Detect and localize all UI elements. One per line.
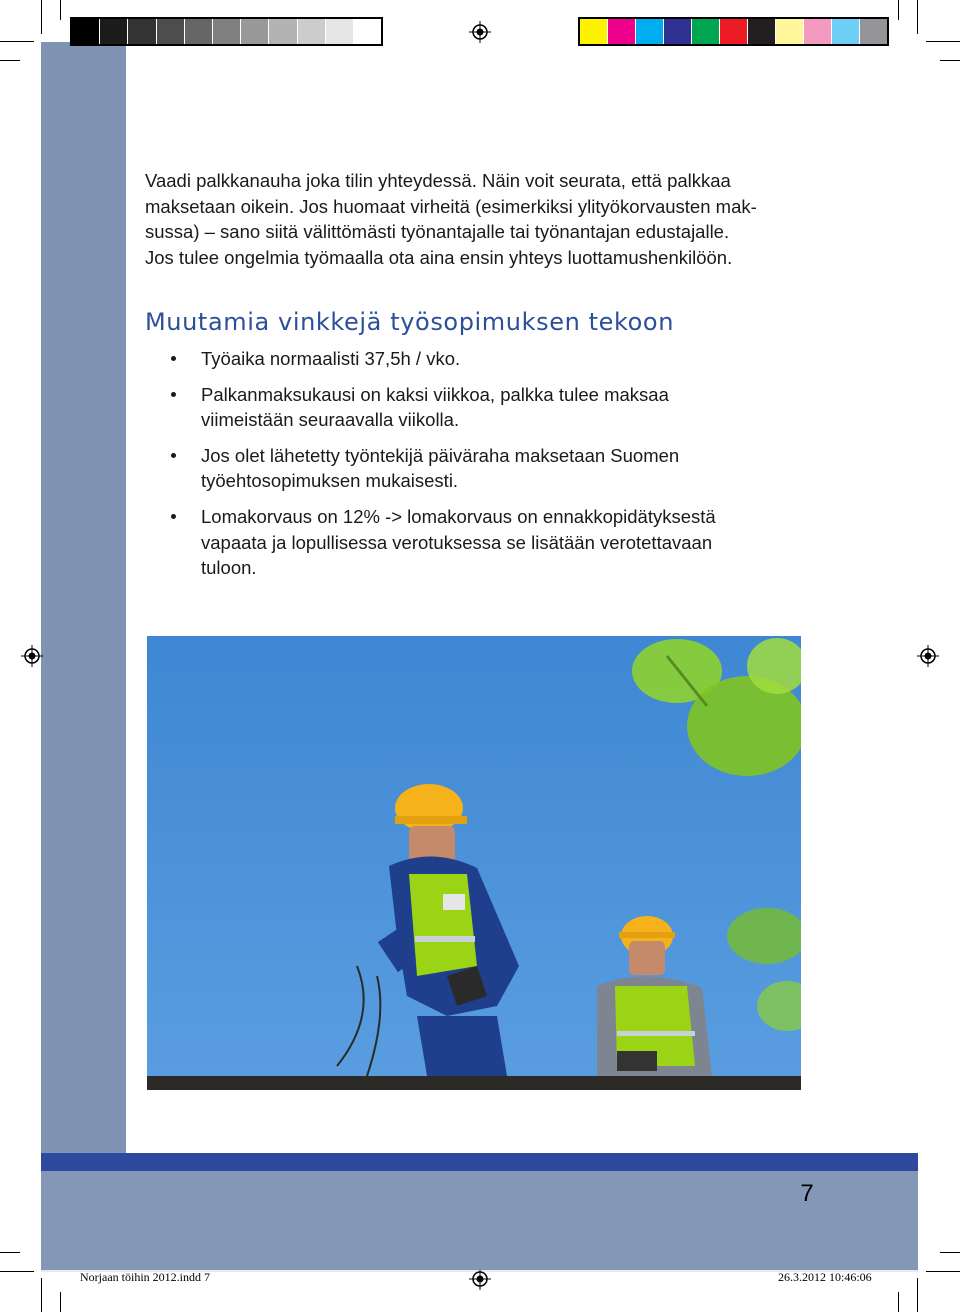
intro-paragraph (145, 168, 805, 270)
list-item (170, 443, 810, 494)
color-swatch (157, 19, 185, 44)
color-swatch (580, 19, 608, 44)
intro-line: Jos tulee ongelmia työmaalla ota aina ensin yhteys luottamushenkilöön. (145, 246, 733, 268)
color-swatch (72, 19, 100, 44)
color-swatch (860, 19, 887, 44)
color-swatch (804, 19, 832, 44)
color-swatch (128, 19, 156, 44)
list-item (170, 346, 810, 372)
bullet-icon (171, 514, 176, 519)
side-color-strip (41, 42, 126, 1153)
list-item-line: vapaata ja lopullisessa verotuksessa se lisätään verotettavaan (201, 531, 713, 553)
color-swatch (213, 19, 241, 44)
registration-mark-icon (469, 1268, 491, 1290)
bullet-icon (171, 453, 176, 458)
slug-timestamp: 26.3.2012 10:46:06 (778, 1270, 872, 1284)
color-swatch (354, 19, 381, 44)
list-item-line: työehtosopimuksen mukaisesti. (201, 470, 459, 492)
list-item-line: Lomakorvaus on 12% -> lomakorvaus on ennakkopidätyksestä (201, 505, 716, 527)
list-item-line: Jos olet lähetetty työntekijä päiväraha maksetaan Suomen (201, 444, 680, 466)
color-swatch (664, 19, 692, 44)
color-swatch (832, 19, 860, 44)
color-swatch (692, 19, 720, 44)
list-item (170, 504, 810, 581)
footer-block (41, 1171, 918, 1270)
registration-mark-icon (469, 21, 491, 43)
registration-mark-icon (917, 645, 939, 667)
color-swatch (326, 19, 354, 44)
color-swatch (776, 19, 804, 44)
color-swatch (298, 19, 326, 44)
intro-line: maksetaan oikein. Jos huomaat virheitä (esimerkiksi ylityökorvausten mak- (145, 195, 757, 217)
intro-line: Vaadi palkkanauha joka tilin yhteydessä. Näin voit seurata, että palkkaa (145, 170, 731, 191)
process-color-bar (578, 17, 889, 46)
tips-list (170, 346, 810, 581)
list-item-line: Palkanmaksukausi on kaksi viikkoa, palkka tulee maksaa (201, 383, 669, 405)
color-swatch (269, 19, 297, 44)
intro-line: sussa) – sano siitä välittömästi työnantajalle tai työnantajan edustajalle. (145, 221, 730, 243)
slug-file-name: Norjaan töihin 2012.indd 7 (80, 1270, 210, 1284)
color-swatch (185, 19, 213, 44)
color-swatch (636, 19, 664, 44)
list-item (170, 382, 810, 433)
grayscale-color-bar (70, 17, 383, 46)
footer-band (41, 1153, 918, 1171)
color-swatch (241, 19, 269, 44)
list-item-line: viimeistään seuraavalla viikolla. (201, 409, 460, 431)
registration-mark-icon (21, 645, 43, 667)
list-item-line: tuloon. (201, 557, 257, 579)
page-number: 7 (800, 1180, 814, 1207)
color-swatch (100, 19, 128, 44)
section-heading: Muutamia vinkkejä työsopimuksen tekoon (145, 308, 675, 336)
construction-workers-photo (147, 636, 801, 1090)
color-swatch (720, 19, 748, 44)
color-swatch (608, 19, 636, 44)
bullet-icon (171, 392, 176, 397)
bullet-icon (171, 356, 176, 361)
color-swatch (748, 19, 776, 44)
list-item-line: Työaika normaalisti 37,5h / vko. (201, 348, 461, 369)
